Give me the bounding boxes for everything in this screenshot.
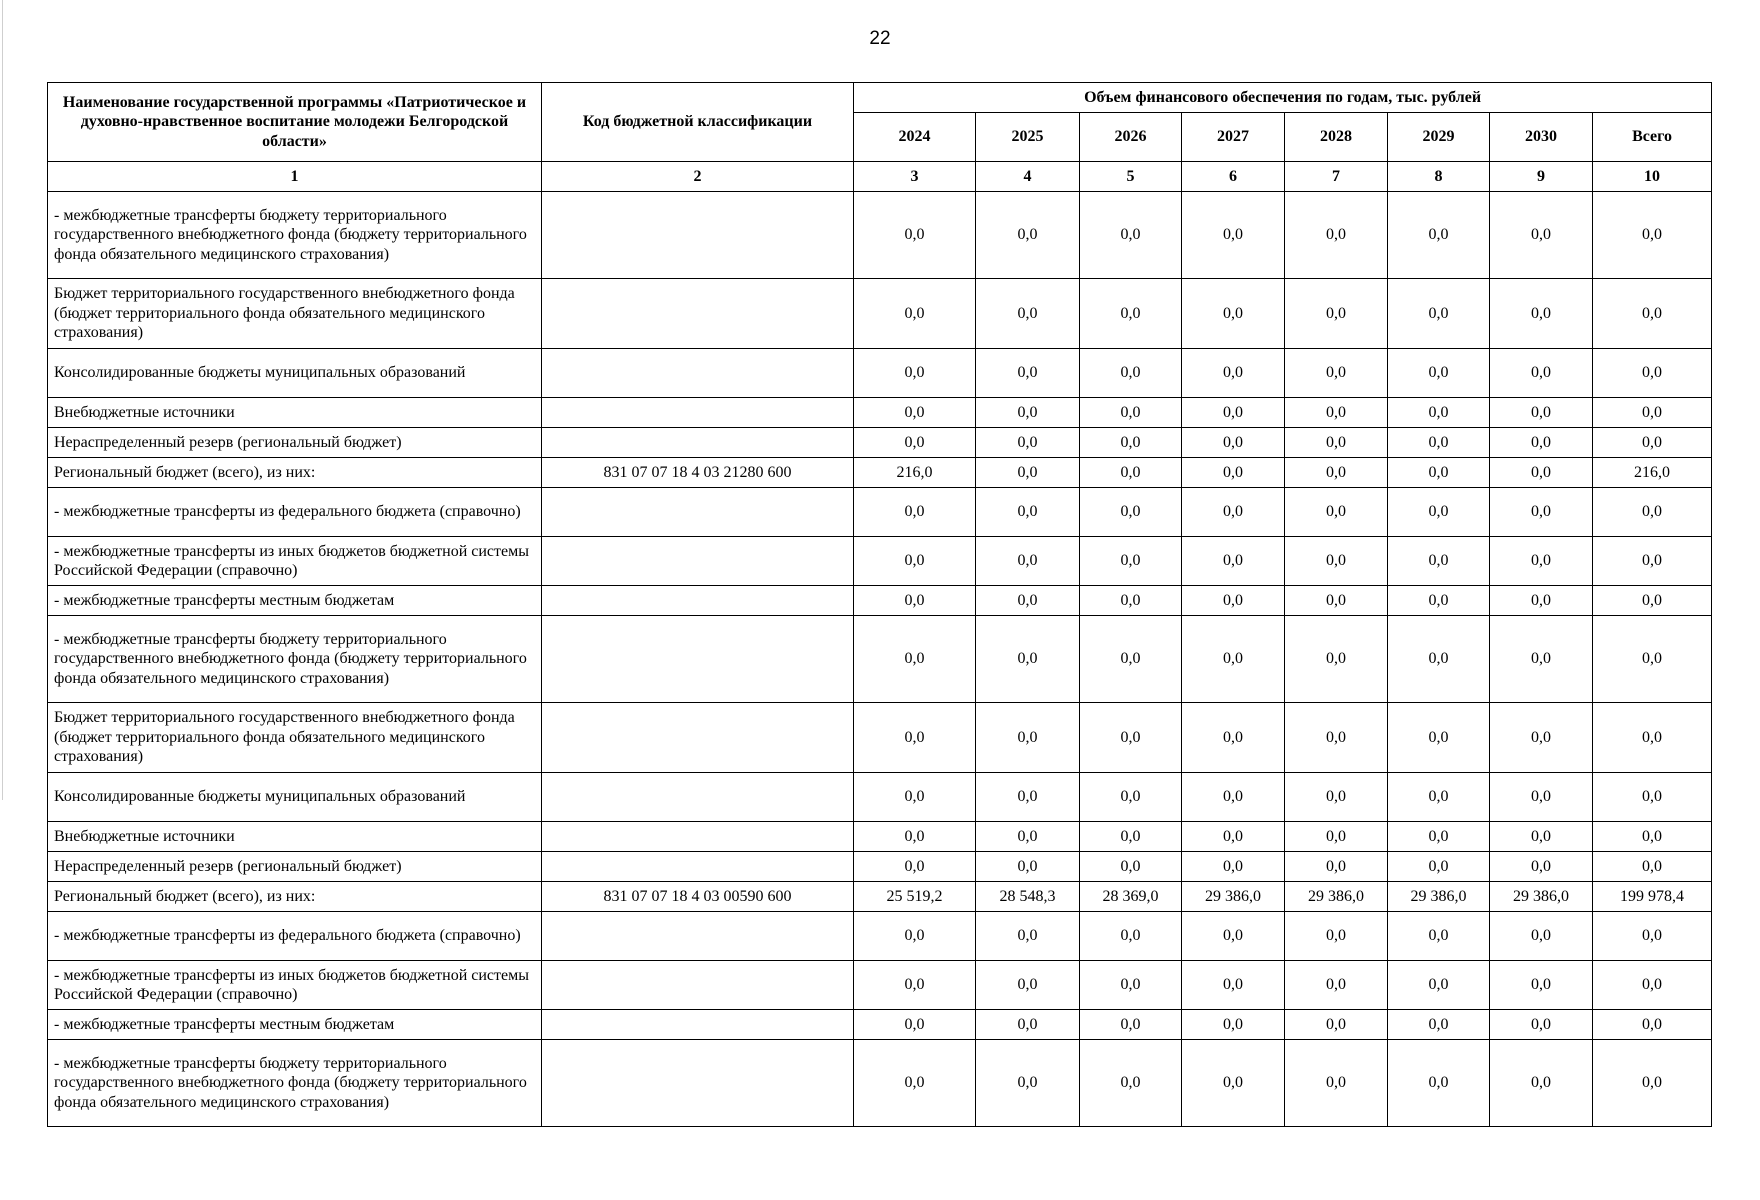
- row-name: Нераспределенный резерв (региональный бюджет): [48, 852, 542, 882]
- row-year-value: 0,0: [1285, 458, 1388, 488]
- table-row: [48, 537, 1712, 586]
- row-year-value: 0,0: [1182, 703, 1285, 773]
- row-year-value: 0,0: [854, 349, 976, 398]
- row-year-value: 0,0: [854, 586, 976, 616]
- table-row: [48, 852, 1712, 882]
- row-year-value: 0,0: [1285, 1010, 1388, 1040]
- row-year-value: 0,0: [1285, 1040, 1388, 1127]
- scan-edge-line: [2, 0, 3, 800]
- row-year-value: 0,0: [1388, 488, 1490, 537]
- row-year-value: 0,0: [1285, 488, 1388, 537]
- row-year-value: 0,0: [854, 961, 976, 1010]
- row-year-value: 29 386,0: [1490, 882, 1593, 912]
- row-budget-code: [542, 537, 854, 586]
- row-year-value: 0,0: [1285, 428, 1388, 458]
- row-year-value: 0,0: [1285, 279, 1388, 349]
- row-year-value: 0,0: [854, 703, 976, 773]
- row-year-value: 0,0: [854, 822, 976, 852]
- row-budget-code: [542, 488, 854, 537]
- row-year-value: 0,0: [976, 703, 1080, 773]
- row-year-value: 0,0: [976, 349, 1080, 398]
- row-year-value: 0,0: [1388, 428, 1490, 458]
- row-name: Консолидированные бюджеты муниципальных образований: [48, 349, 542, 398]
- row-year-value: 0,0: [1388, 398, 1490, 428]
- row-budget-code: [542, 822, 854, 852]
- header-total: Всего: [1593, 113, 1712, 162]
- row-year-value: 0,0: [1490, 961, 1593, 1010]
- header-year: 2030: [1490, 113, 1593, 162]
- row-year-value: 0,0: [1388, 1010, 1490, 1040]
- row-name: - межбюджетные трансферты из иных бюджетов бюджетной системы Российской Федерации (справочно): [48, 537, 542, 586]
- table-row: [48, 703, 1712, 773]
- row-budget-code: [542, 279, 854, 349]
- column-number: 1: [48, 162, 542, 192]
- header-year: 2027: [1182, 113, 1285, 162]
- row-year-value: 0,0: [976, 586, 1080, 616]
- row-year-value: 0,0: [1490, 1040, 1593, 1127]
- row-year-value: 0,0: [1182, 428, 1285, 458]
- column-number: 7: [1285, 162, 1388, 192]
- row-year-value: 29 386,0: [1285, 882, 1388, 912]
- row-year-value: 0,0: [1080, 912, 1182, 961]
- row-year-value: 0,0: [1182, 279, 1285, 349]
- row-year-value: 0,0: [1080, 537, 1182, 586]
- row-year-value: 0,0: [1182, 192, 1285, 279]
- table-row: [48, 586, 1712, 616]
- row-year-value: 0,0: [976, 616, 1080, 703]
- row-total-value: 0,0: [1593, 349, 1712, 398]
- row-total-value: 216,0: [1593, 458, 1712, 488]
- row-year-value: 0,0: [976, 773, 1080, 822]
- row-year-value: 28 548,3: [976, 882, 1080, 912]
- row-total-value: 0,0: [1593, 773, 1712, 822]
- row-year-value: 0,0: [854, 1040, 976, 1127]
- row-year-value: 0,0: [1182, 1010, 1285, 1040]
- row-year-value: 0,0: [976, 1010, 1080, 1040]
- row-year-value: 0,0: [976, 822, 1080, 852]
- row-year-value: 0,0: [1080, 398, 1182, 428]
- row-budget-code: 831 07 07 18 4 03 21280 600: [542, 458, 854, 488]
- column-number: 5: [1080, 162, 1182, 192]
- table-row: [48, 1040, 1712, 1127]
- budget-table: [47, 82, 1712, 1127]
- row-year-value: 0,0: [1388, 537, 1490, 586]
- table-row: [48, 488, 1712, 537]
- row-year-value: 0,0: [1388, 458, 1490, 488]
- table-row: [48, 912, 1712, 961]
- row-budget-code: [542, 912, 854, 961]
- row-total-value: 0,0: [1593, 192, 1712, 279]
- row-year-value: 0,0: [854, 428, 976, 458]
- row-year-value: 0,0: [1182, 488, 1285, 537]
- row-year-value: 29 386,0: [1388, 882, 1490, 912]
- row-year-value: 0,0: [1388, 961, 1490, 1010]
- row-year-value: 0,0: [1080, 1040, 1182, 1127]
- row-budget-code: [542, 703, 854, 773]
- row-year-value: 0,0: [854, 912, 976, 961]
- table-row: [48, 398, 1712, 428]
- row-budget-code: [542, 1040, 854, 1127]
- column-number: 4: [976, 162, 1080, 192]
- row-year-value: 0,0: [854, 488, 976, 537]
- row-total-value: 0,0: [1593, 1040, 1712, 1127]
- row-year-value: 0,0: [976, 852, 1080, 882]
- row-total-value: 0,0: [1593, 428, 1712, 458]
- table-row: [48, 192, 1712, 279]
- row-year-value: 0,0: [976, 428, 1080, 458]
- row-year-value: 0,0: [1080, 852, 1182, 882]
- row-year-value: 0,0: [1388, 822, 1490, 852]
- row-name: Региональный бюджет (всего), из них:: [48, 458, 542, 488]
- table-row: [48, 961, 1712, 1010]
- row-year-value: 0,0: [1080, 586, 1182, 616]
- header-budget-code: Код бюджетной классификации: [542, 83, 854, 162]
- row-budget-code: [542, 852, 854, 882]
- row-budget-code: [542, 616, 854, 703]
- row-year-value: 0,0: [1490, 912, 1593, 961]
- row-budget-code: [542, 428, 854, 458]
- row-budget-code: [542, 192, 854, 279]
- row-year-value: 0,0: [1490, 616, 1593, 703]
- table-row: [48, 349, 1712, 398]
- row-budget-code: [542, 586, 854, 616]
- row-year-value: 0,0: [976, 537, 1080, 586]
- row-year-value: 0,0: [976, 912, 1080, 961]
- row-year-value: 0,0: [1490, 703, 1593, 773]
- row-name: Бюджет территориального государственного внебюджетного фонда (бюджет территориального фонда обязательного медицинского страхования): [48, 279, 542, 349]
- row-year-value: 0,0: [854, 398, 976, 428]
- row-year-value: 0,0: [1490, 822, 1593, 852]
- row-name: - межбюджетные трансферты из федерального бюджета (справочно): [48, 912, 542, 961]
- row-year-value: 0,0: [1080, 703, 1182, 773]
- row-year-value: 0,0: [976, 458, 1080, 488]
- row-total-value: 0,0: [1593, 616, 1712, 703]
- row-year-value: 0,0: [1182, 852, 1285, 882]
- row-name: Бюджет территориального государственного внебюджетного фонда (бюджет территориального фонда обязательного медицинского страхования): [48, 703, 542, 773]
- row-budget-code: 831 07 07 18 4 03 00590 600: [542, 882, 854, 912]
- row-year-value: 0,0: [1388, 703, 1490, 773]
- row-total-value: 0,0: [1593, 1010, 1712, 1040]
- row-name: - межбюджетные трансферты местным бюджетам: [48, 1010, 542, 1040]
- row-name: Нераспределенный резерв (региональный бюджет): [48, 428, 542, 458]
- row-year-value: 0,0: [854, 1010, 976, 1040]
- table-row: [48, 428, 1712, 458]
- table-row: [48, 279, 1712, 349]
- row-year-value: 0,0: [854, 192, 976, 279]
- row-year-value: 0,0: [1388, 773, 1490, 822]
- table-body: [48, 162, 1712, 1127]
- row-year-value: 0,0: [1285, 852, 1388, 882]
- row-year-value: 0,0: [1285, 586, 1388, 616]
- row-year-value: 0,0: [1490, 428, 1593, 458]
- table-row: [48, 1010, 1712, 1040]
- row-year-value: 0,0: [1182, 537, 1285, 586]
- row-year-value: 216,0: [854, 458, 976, 488]
- row-year-value: 0,0: [1490, 398, 1593, 428]
- row-year-value: 0,0: [1080, 616, 1182, 703]
- column-number: 8: [1388, 162, 1490, 192]
- row-year-value: 0,0: [1182, 961, 1285, 1010]
- row-year-value: 0,0: [1182, 616, 1285, 703]
- row-year-value: 0,0: [1388, 852, 1490, 882]
- row-year-value: 0,0: [1285, 398, 1388, 428]
- row-budget-code: [542, 773, 854, 822]
- row-year-value: 0,0: [1080, 192, 1182, 279]
- row-year-value: 0,0: [1080, 428, 1182, 458]
- column-number: 6: [1182, 162, 1285, 192]
- row-year-value: 0,0: [1490, 349, 1593, 398]
- row-budget-code: [542, 1010, 854, 1040]
- row-year-value: 0,0: [854, 616, 976, 703]
- row-name: - межбюджетные трансферты местным бюджетам: [48, 586, 542, 616]
- row-year-value: 0,0: [1182, 349, 1285, 398]
- header-year: 2029: [1388, 113, 1490, 162]
- row-name: Консолидированные бюджеты муниципальных образований: [48, 773, 542, 822]
- row-year-value: 29 386,0: [1182, 882, 1285, 912]
- row-year-value: 0,0: [1182, 912, 1285, 961]
- row-year-value: 0,0: [1490, 852, 1593, 882]
- row-year-value: 0,0: [854, 279, 976, 349]
- row-year-value: 0,0: [1490, 1010, 1593, 1040]
- row-total-value: 0,0: [1593, 912, 1712, 961]
- row-year-value: 0,0: [1388, 192, 1490, 279]
- row-year-value: 0,0: [1080, 773, 1182, 822]
- row-year-value: 0,0: [1490, 192, 1593, 279]
- column-number-row: [48, 162, 1712, 192]
- row-year-value: 0,0: [1080, 349, 1182, 398]
- row-year-value: 0,0: [976, 1040, 1080, 1127]
- row-total-value: 0,0: [1593, 586, 1712, 616]
- row-year-value: 0,0: [1285, 912, 1388, 961]
- row-year-value: 0,0: [1490, 458, 1593, 488]
- header-year: 2026: [1080, 113, 1182, 162]
- row-total-value: 0,0: [1593, 852, 1712, 882]
- row-name: Региональный бюджет (всего), из них:: [48, 882, 542, 912]
- table-row: [48, 773, 1712, 822]
- table-row: [48, 616, 1712, 703]
- row-year-value: 0,0: [1080, 822, 1182, 852]
- row-total-value: 0,0: [1593, 961, 1712, 1010]
- row-year-value: 0,0: [976, 192, 1080, 279]
- row-year-value: 0,0: [1388, 279, 1490, 349]
- row-year-value: 0,0: [1490, 488, 1593, 537]
- row-total-value: 0,0: [1593, 398, 1712, 428]
- table-row: [48, 458, 1712, 488]
- row-year-value: 0,0: [854, 537, 976, 586]
- row-year-value: 28 369,0: [1080, 882, 1182, 912]
- row-year-value: 0,0: [1080, 1010, 1182, 1040]
- row-year-value: 0,0: [854, 852, 976, 882]
- row-year-value: 0,0: [1182, 398, 1285, 428]
- row-year-value: 0,0: [1388, 912, 1490, 961]
- column-number: 3: [854, 162, 976, 192]
- row-name: - межбюджетные трансферты из иных бюджетов бюджетной системы Российской Федерации (справочно): [48, 961, 542, 1010]
- row-name: - межбюджетные трансферты бюджету территориального государственного внебюджетного фонда (бюджету территориального фонда обязательного медицинского страхования): [48, 1040, 542, 1127]
- row-year-value: 0,0: [1182, 458, 1285, 488]
- row-year-value: 0,0: [1182, 773, 1285, 822]
- row-year-value: 0,0: [1080, 279, 1182, 349]
- row-total-value: 0,0: [1593, 488, 1712, 537]
- row-year-value: 0,0: [854, 773, 976, 822]
- row-name: Внебюджетные источники: [48, 398, 542, 428]
- row-year-value: 0,0: [1080, 961, 1182, 1010]
- row-total-value: 0,0: [1593, 703, 1712, 773]
- row-year-value: 0,0: [1182, 822, 1285, 852]
- table-row: [48, 882, 1712, 912]
- header-year: 2025: [976, 113, 1080, 162]
- row-budget-code: [542, 961, 854, 1010]
- row-year-value: 0,0: [976, 279, 1080, 349]
- header-funding-volume: Объем финансового обеспечения по годам, тыс. рублей: [854, 83, 1712, 113]
- row-year-value: 0,0: [1388, 616, 1490, 703]
- row-year-value: 0,0: [1490, 586, 1593, 616]
- row-total-value: 0,0: [1593, 279, 1712, 349]
- row-year-value: 0,0: [1080, 488, 1182, 537]
- row-year-value: 0,0: [976, 488, 1080, 537]
- row-year-value: 0,0: [1285, 961, 1388, 1010]
- row-year-value: 0,0: [1285, 616, 1388, 703]
- column-number: 9: [1490, 162, 1593, 192]
- header-program-name: Наименование государственной программы «Патриотическое и духовно-нравственное воспитание молодежи Белгородской области»: [48, 83, 542, 162]
- row-year-value: 0,0: [1285, 822, 1388, 852]
- column-number: 10: [1593, 162, 1712, 192]
- page-number: 22: [869, 28, 891, 49]
- row-budget-code: [542, 398, 854, 428]
- row-year-value: 0,0: [1490, 279, 1593, 349]
- row-year-value: 0,0: [1285, 537, 1388, 586]
- row-total-value: 0,0: [1593, 822, 1712, 852]
- row-year-value: 0,0: [1080, 458, 1182, 488]
- row-year-value: 0,0: [976, 398, 1080, 428]
- row-year-value: 0,0: [1182, 1040, 1285, 1127]
- row-name: - межбюджетные трансферты бюджету территориального государственного внебюджетного фонда (бюджету территориального фонда обязательного медицинского страхования): [48, 192, 542, 279]
- row-name: Внебюджетные источники: [48, 822, 542, 852]
- row-year-value: 0,0: [1388, 349, 1490, 398]
- row-name: - межбюджетные трансферты из федерального бюджета (справочно): [48, 488, 542, 537]
- row-budget-code: [542, 349, 854, 398]
- row-total-value: 0,0: [1593, 537, 1712, 586]
- row-year-value: 0,0: [1490, 773, 1593, 822]
- row-year-value: 0,0: [1285, 349, 1388, 398]
- header-year: 2028: [1285, 113, 1388, 162]
- row-year-value: 0,0: [1490, 537, 1593, 586]
- row-name: - межбюджетные трансферты бюджету территориального государственного внебюджетного фонда (бюджету территориального фонда обязательного медицинского страхования): [48, 616, 542, 703]
- row-year-value: 25 519,2: [854, 882, 976, 912]
- row-year-value: 0,0: [1285, 703, 1388, 773]
- column-number: 2: [542, 162, 854, 192]
- row-year-value: 0,0: [976, 961, 1080, 1010]
- row-total-value: 199 978,4: [1593, 882, 1712, 912]
- row-year-value: 0,0: [1285, 773, 1388, 822]
- row-year-value: 0,0: [1285, 192, 1388, 279]
- row-year-value: 0,0: [1388, 1040, 1490, 1127]
- header-year: 2024: [854, 113, 976, 162]
- table-row: [48, 822, 1712, 852]
- row-year-value: 0,0: [1388, 586, 1490, 616]
- row-year-value: 0,0: [1182, 586, 1285, 616]
